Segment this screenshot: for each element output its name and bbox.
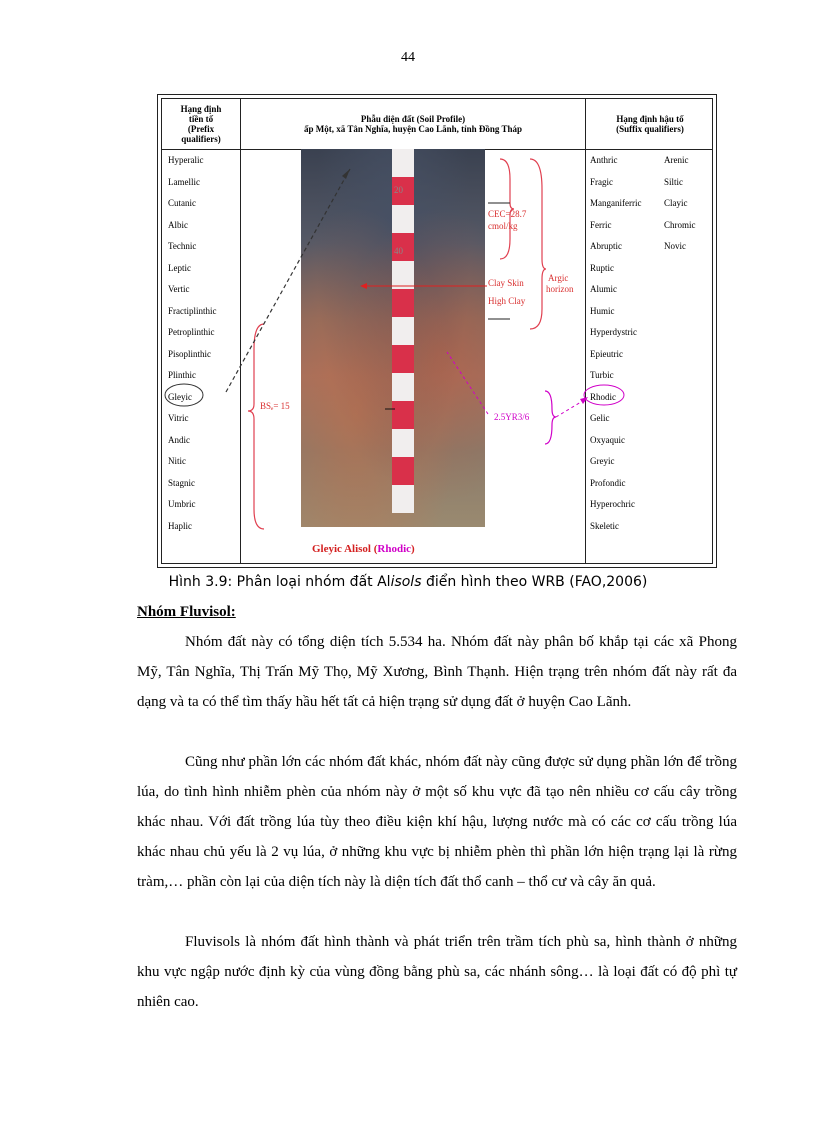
suffix-qualifier: Ferric xyxy=(590,219,612,230)
prefix-header-line: qualifiers) xyxy=(181,134,221,144)
suffix-qualifier: Arenic xyxy=(664,155,689,165)
caption-prefix: Hình 3.9: Phân loại nhóm đất Al xyxy=(168,574,391,590)
page-number: 44 xyxy=(401,50,415,65)
suffix-qualifier: Abruptic xyxy=(590,241,622,251)
prefix-qualifier: Vitric xyxy=(168,413,189,423)
suffix-qualifier: Anthric xyxy=(590,155,618,165)
prefix-qualifier: Hyperalic xyxy=(168,155,204,165)
suffix-qualifier: Hyperdystric xyxy=(590,327,637,337)
horizon-label: horizon xyxy=(546,284,574,294)
pole-mark: 40 xyxy=(394,246,403,256)
suffix-qualifier: Rhodic xyxy=(590,391,616,402)
prefix-qualifier: Albic xyxy=(168,219,188,230)
figure-inner-frame xyxy=(161,98,713,564)
suffix-header-line: (Suffix qualifiers) xyxy=(616,124,684,134)
argic-label: Argic xyxy=(548,273,569,283)
suffix-qualifier: Humic xyxy=(590,305,615,316)
annotation-overlay xyxy=(162,99,714,565)
high-clay-label: High Clay xyxy=(488,296,526,306)
prefix-qualifier: Pisoplinthic xyxy=(168,348,212,359)
suffix-qualifier: Clayic xyxy=(664,198,688,208)
prefix-qualifier: Nitic xyxy=(168,456,186,466)
suffix-qualifier: Novic xyxy=(664,241,686,251)
suffix-qualifier: Hyperochric xyxy=(590,499,635,509)
profile-title xyxy=(312,543,415,555)
suffix-qualifier: Skeletic xyxy=(590,520,619,531)
paragraph: Nhóm đất này có tổng diện tích 5.534 ha. Nhóm đất này phân bố khắp tại các xã Phong Mỹ, Tân Nghĩa, Thị Trấn Mỹ Thọ, Mỹ Xương, Bình Thạnh. Hiện trạng trên nhóm đất này rất đa dạng và ta có thể tìm thấy hầu hết tất cả hiện trạng sử dụng đất ở huyện Cao Lãnh. xyxy=(137,634,737,710)
section-title: Nhóm Fluvisol: xyxy=(137,604,236,620)
prefix-qualifier: Cutanic xyxy=(168,198,196,208)
caption-italic: isols xyxy=(390,574,422,590)
base-saturation-label: BSₑ= 15 xyxy=(260,401,290,411)
suffix-qualifier: Epieutric xyxy=(590,348,623,359)
prefix-qualifier: Lamellic xyxy=(168,176,200,187)
suffix-qualifier: Greyic xyxy=(590,456,615,466)
suffix-qualifier: Manganiferric xyxy=(590,198,642,208)
suffix-qualifier: Alumic xyxy=(590,284,617,294)
figure-caption xyxy=(0,574,816,590)
suffix-qualifier: Siltic xyxy=(664,176,684,187)
prefix-qualifier: Vertic xyxy=(168,284,190,294)
suffix-qualifier: Chromic xyxy=(664,219,696,230)
prefix-qualifier: Andic xyxy=(168,434,190,445)
profile-title-end: ) xyxy=(411,543,415,555)
suffix-header-line: Hạng định hậu tố xyxy=(616,114,684,124)
prefix-qualifier: Gleyic xyxy=(168,391,192,402)
prefix-qualifier: Fractiplinthic xyxy=(168,305,217,316)
suffix-qualifier: Turbic xyxy=(590,370,614,380)
suffix-qualifier: Profondic xyxy=(590,477,626,488)
suffix-qualifier: Oxyaquic xyxy=(590,434,625,445)
color-code-label: 2.5YR3/6 xyxy=(494,412,530,422)
suffix-qualifier: Fragic xyxy=(590,176,613,187)
paragraph: Fluvisols là nhóm đất hình thành và phát triển trên trầm tích phù sa, hình thành ở những khu vực ngập nước định kỳ của vùng đồng bằng phù sa, các nhánh sông… là loại đất có độ phì tự nhiên cao. xyxy=(137,934,737,1010)
pole-mark: 20 xyxy=(394,185,403,195)
prefix-qualifier: Plinthic xyxy=(168,370,197,380)
prefix-qualifier: Leptic xyxy=(168,262,191,273)
profile-title-main: Gleyic Alisol ( xyxy=(312,543,378,555)
cec-unit-label: cmol/kg xyxy=(488,221,518,231)
prefix-qualifier: Umbric xyxy=(168,499,196,509)
suffix-qualifier: Ruptic xyxy=(590,262,614,273)
soil-profile-figure xyxy=(157,94,717,568)
clay-skin-label: Clay Skin xyxy=(488,278,524,288)
suffix-qualifier: Gelic xyxy=(590,413,610,423)
prefix-qualifier: Haplic xyxy=(168,520,192,531)
profile-header-line: Phẫu diện đất (Soil Profile) xyxy=(360,114,466,124)
caption-suffix: điển hình theo WRB (FAO,2006) xyxy=(421,574,648,590)
prefix-header-line: tiền tố xyxy=(188,114,214,124)
profile-title-highlight: Rhodic xyxy=(377,543,412,555)
profile-header-line: ấp Một, xã Tân Nghĩa, huyện Cao Lãnh, tỉnh Đồng Tháp xyxy=(304,124,522,134)
prefix-qualifier: Petroplinthic xyxy=(168,327,215,337)
prefix-header-line: (Prefix xyxy=(187,124,215,134)
prefix-qualifier: Stagnic xyxy=(168,477,195,488)
prefix-header-line: Hạng định xyxy=(180,104,222,114)
paragraph: Cũng như phần lớn các nhóm đất khác, nhóm đất này cũng được sử dụng phần lớn để trồng lúa, do tình hình nhiễm phèn của nhóm này ở một số khu vực đã tạo nên nhiều cơ cấu cây trồng khác nhau. Với đất trồng lúa tùy theo điều kiện khí hậu, lượng nước mà có các cơ cấu trồng lúa khác nhau chủ yếu là 2 vụ lúa, ở những khu vực bị nhiễm phèn thì phần lớn hiện trạng lại là rừng tràm,… phần còn lại của diện tích này là diện tích đất thổ canh – thổ cư và cây ăn quả. xyxy=(137,754,737,890)
cec-label: CEC=28.7 xyxy=(488,209,527,219)
prefix-qualifier: Technic xyxy=(168,241,197,251)
